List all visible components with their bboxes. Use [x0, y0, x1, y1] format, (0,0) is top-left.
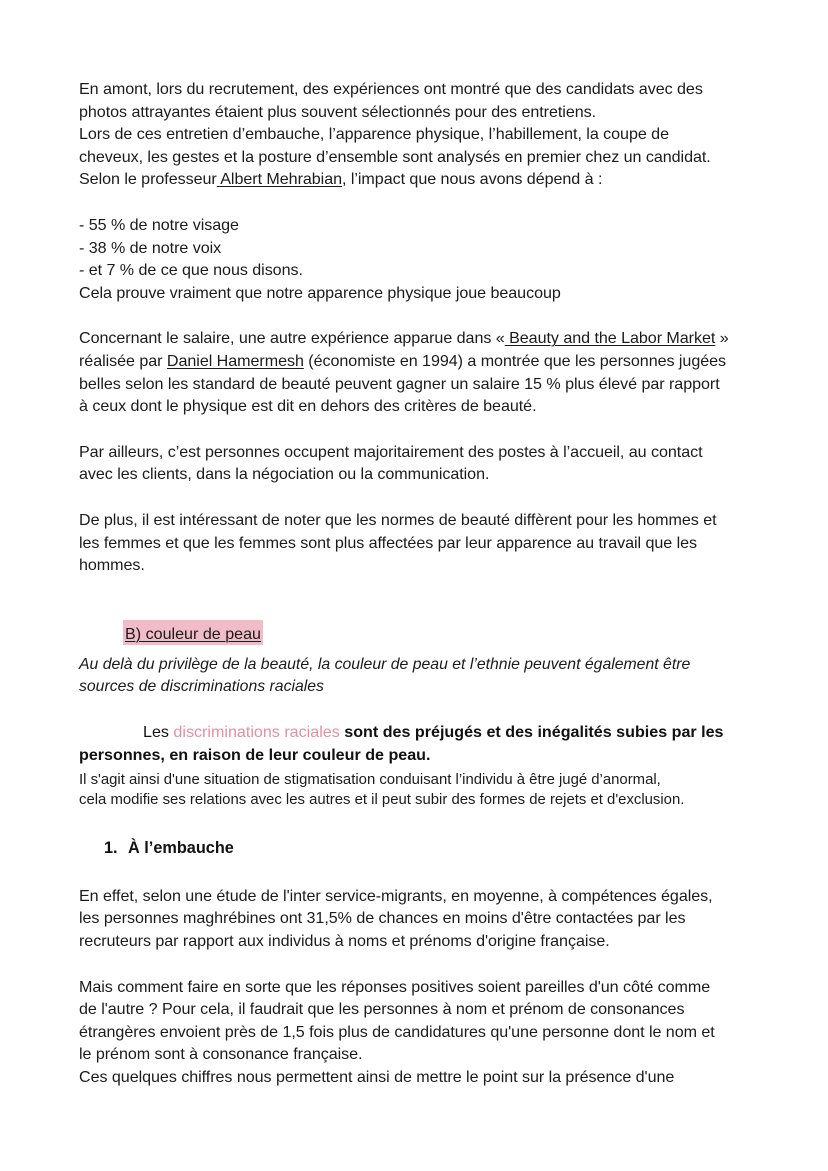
- intro-line-1: En amont, lors du recrutement, des expériences ont montré que des candidats avec des: [79, 80, 703, 98]
- definition-line-1: [79, 721, 747, 744]
- paragraph-stigmatisation: [79, 770, 747, 811]
- numbered-heading-label: À l’embauche: [128, 838, 234, 857]
- roles-line-1: Par ailleurs, c’est personnes occupent majoritairement des postes à l’accueil, au contact: [79, 442, 703, 461]
- applications-line-2: de l'autre ? Pour cela, il faudrait que les personnes à nom et prénom de consonances: [79, 1000, 685, 1019]
- salary-line-2: [79, 350, 747, 373]
- paragraph-applications: [79, 976, 747, 1089]
- list-percentages: [79, 214, 747, 304]
- intro-line-3: Lors de ces entretien d’embauche, l’apparence physique, l’habillement, la coupe de: [79, 125, 669, 144]
- section-subtitle: [79, 654, 747, 698]
- section-heading-highlight: [123, 620, 263, 645]
- stigmatisation-line-1: Il s'agit ainsi d'une situation de stigmatisation conduisant l’individu à être jugé d’anormal,: [79, 771, 661, 788]
- spacer: [79, 191, 747, 214]
- gender-line-2: les femmes et que les femmes sont plus affectées par leur apparence au travail que les: [79, 533, 698, 552]
- hiring-line-1: En effet, selon une étude de l'inter service-migrants, en moyenne, à compétences égales,: [79, 886, 713, 905]
- author-name-hamermesh: Daniel Hamermesh: [166, 351, 304, 370]
- stigmatisation-line-2: cela modifie ses relations avec les autres et il peut subir des formes de rejets et d'exclusion.: [79, 792, 685, 809]
- spacer: [79, 698, 747, 721]
- paragraph-salary: [79, 327, 747, 417]
- gender-line-1: De plus, il est intéressant de noter que les normes de beauté diffèrent pour les hommes et: [79, 510, 717, 529]
- spacer: [79, 859, 747, 885]
- paragraph-hiring-study: [79, 885, 747, 953]
- subtitle-line-1: Au delà du privilège de la beauté, la couleur de peau et l’ethnie peuvent également être: [79, 655, 691, 673]
- list-conclusion: Cela prouve vraiment que notre apparence physique joue beaucoup: [79, 283, 561, 302]
- spacer: [79, 418, 747, 441]
- list-item: - et 7 % de ce que nous disons.: [79, 261, 303, 280]
- paragraph-definition: [79, 721, 747, 767]
- paragraph-roles: [79, 441, 747, 486]
- numbered-heading-embauche: [79, 837, 747, 859]
- applications-line-3: étrangères envoient près de 1,5 fois plus de candidatures qu'une personne dont le nom et: [79, 1022, 715, 1041]
- section-heading-text: B) couleur de peau: [125, 624, 261, 643]
- salary-line-1: [79, 327, 747, 350]
- subtitle-line-2: sources de discriminations raciales: [79, 677, 324, 695]
- spacer: [79, 304, 747, 327]
- definition-line-2: personnes, en raison de leur couleur de peau.: [79, 745, 431, 764]
- spacer: [79, 953, 747, 976]
- applications-line-5: Ces quelques chiffres nous permettent ainsi de mettre le point sur la présence d'une: [79, 1068, 675, 1087]
- list-item: - 38 % de notre voix: [79, 238, 222, 257]
- paragraph-gender-norms: [79, 509, 747, 577]
- author-name-mehrabian: Albert Mehrabian: [216, 170, 343, 189]
- intro-line-5-pre: Selon le professeur: [79, 170, 217, 189]
- spacer: [79, 811, 747, 837]
- spacer: [79, 577, 747, 608]
- definition-rest: sont des préjugés et des inégalités subies par les: [339, 722, 724, 741]
- definition-lead: Les: [143, 722, 174, 741]
- salary-line-1-post: »: [715, 329, 729, 348]
- hiring-line-2: les personnes maghrébines ont 31,5% de chances en moins d'être contactées par les: [79, 909, 686, 928]
- spacer: [79, 608, 747, 620]
- intro-line-5-post: , l’impact que nous avons dépend à :: [342, 170, 603, 189]
- gender-line-3: hommes.: [79, 556, 145, 575]
- applications-line-4: le prénom sont à consonance française.: [79, 1045, 363, 1064]
- roles-line-2: avec les clients, dans la négociation ou la communication.: [79, 465, 490, 484]
- spacer: [79, 486, 747, 509]
- applications-line-1: Mais comment faire en sorte que les réponses positives soient pareilles d'un côté comme: [79, 977, 711, 996]
- salary-line-4: à ceux dont le physique est dit en dehors des critères de beauté.: [79, 397, 537, 416]
- paragraph-intro: [79, 78, 747, 191]
- section-heading-wrapper: [79, 620, 747, 645]
- intro-line-5: [79, 168, 747, 191]
- salary-line-1-pre: Concernant le salaire, une autre expérience apparue dans «: [79, 329, 505, 348]
- intro-line-4: cheveux, les gestes et la posture d’ensemble sont analysés en premier chez un candidat.: [79, 147, 711, 166]
- document-body: [79, 78, 747, 1089]
- salary-line-2-pre: réalisée par: [79, 351, 167, 370]
- spacer: [79, 645, 747, 654]
- term-discriminations-raciales: discriminations raciales: [173, 722, 340, 741]
- salary-line-2-post: (économiste en 1994) a montrée que les personnes jugées: [303, 351, 727, 370]
- list-number: 1.: [104, 838, 118, 857]
- study-title-beauty-labor-market: Beauty and the Labor Market: [504, 329, 716, 348]
- salary-line-3: belles selon les standard de beauté peuvent gagner un salaire 15 % plus élevé par rapport: [79, 374, 720, 393]
- list-item: - 55 % de notre visage: [79, 215, 239, 234]
- intro-line-2: photos attrayantes étaient plus souvent sélectionnés pour des entretiens.: [79, 102, 597, 121]
- hiring-line-3: recruteurs par rapport aux individus à noms et prénoms d'origine française.: [79, 932, 610, 951]
